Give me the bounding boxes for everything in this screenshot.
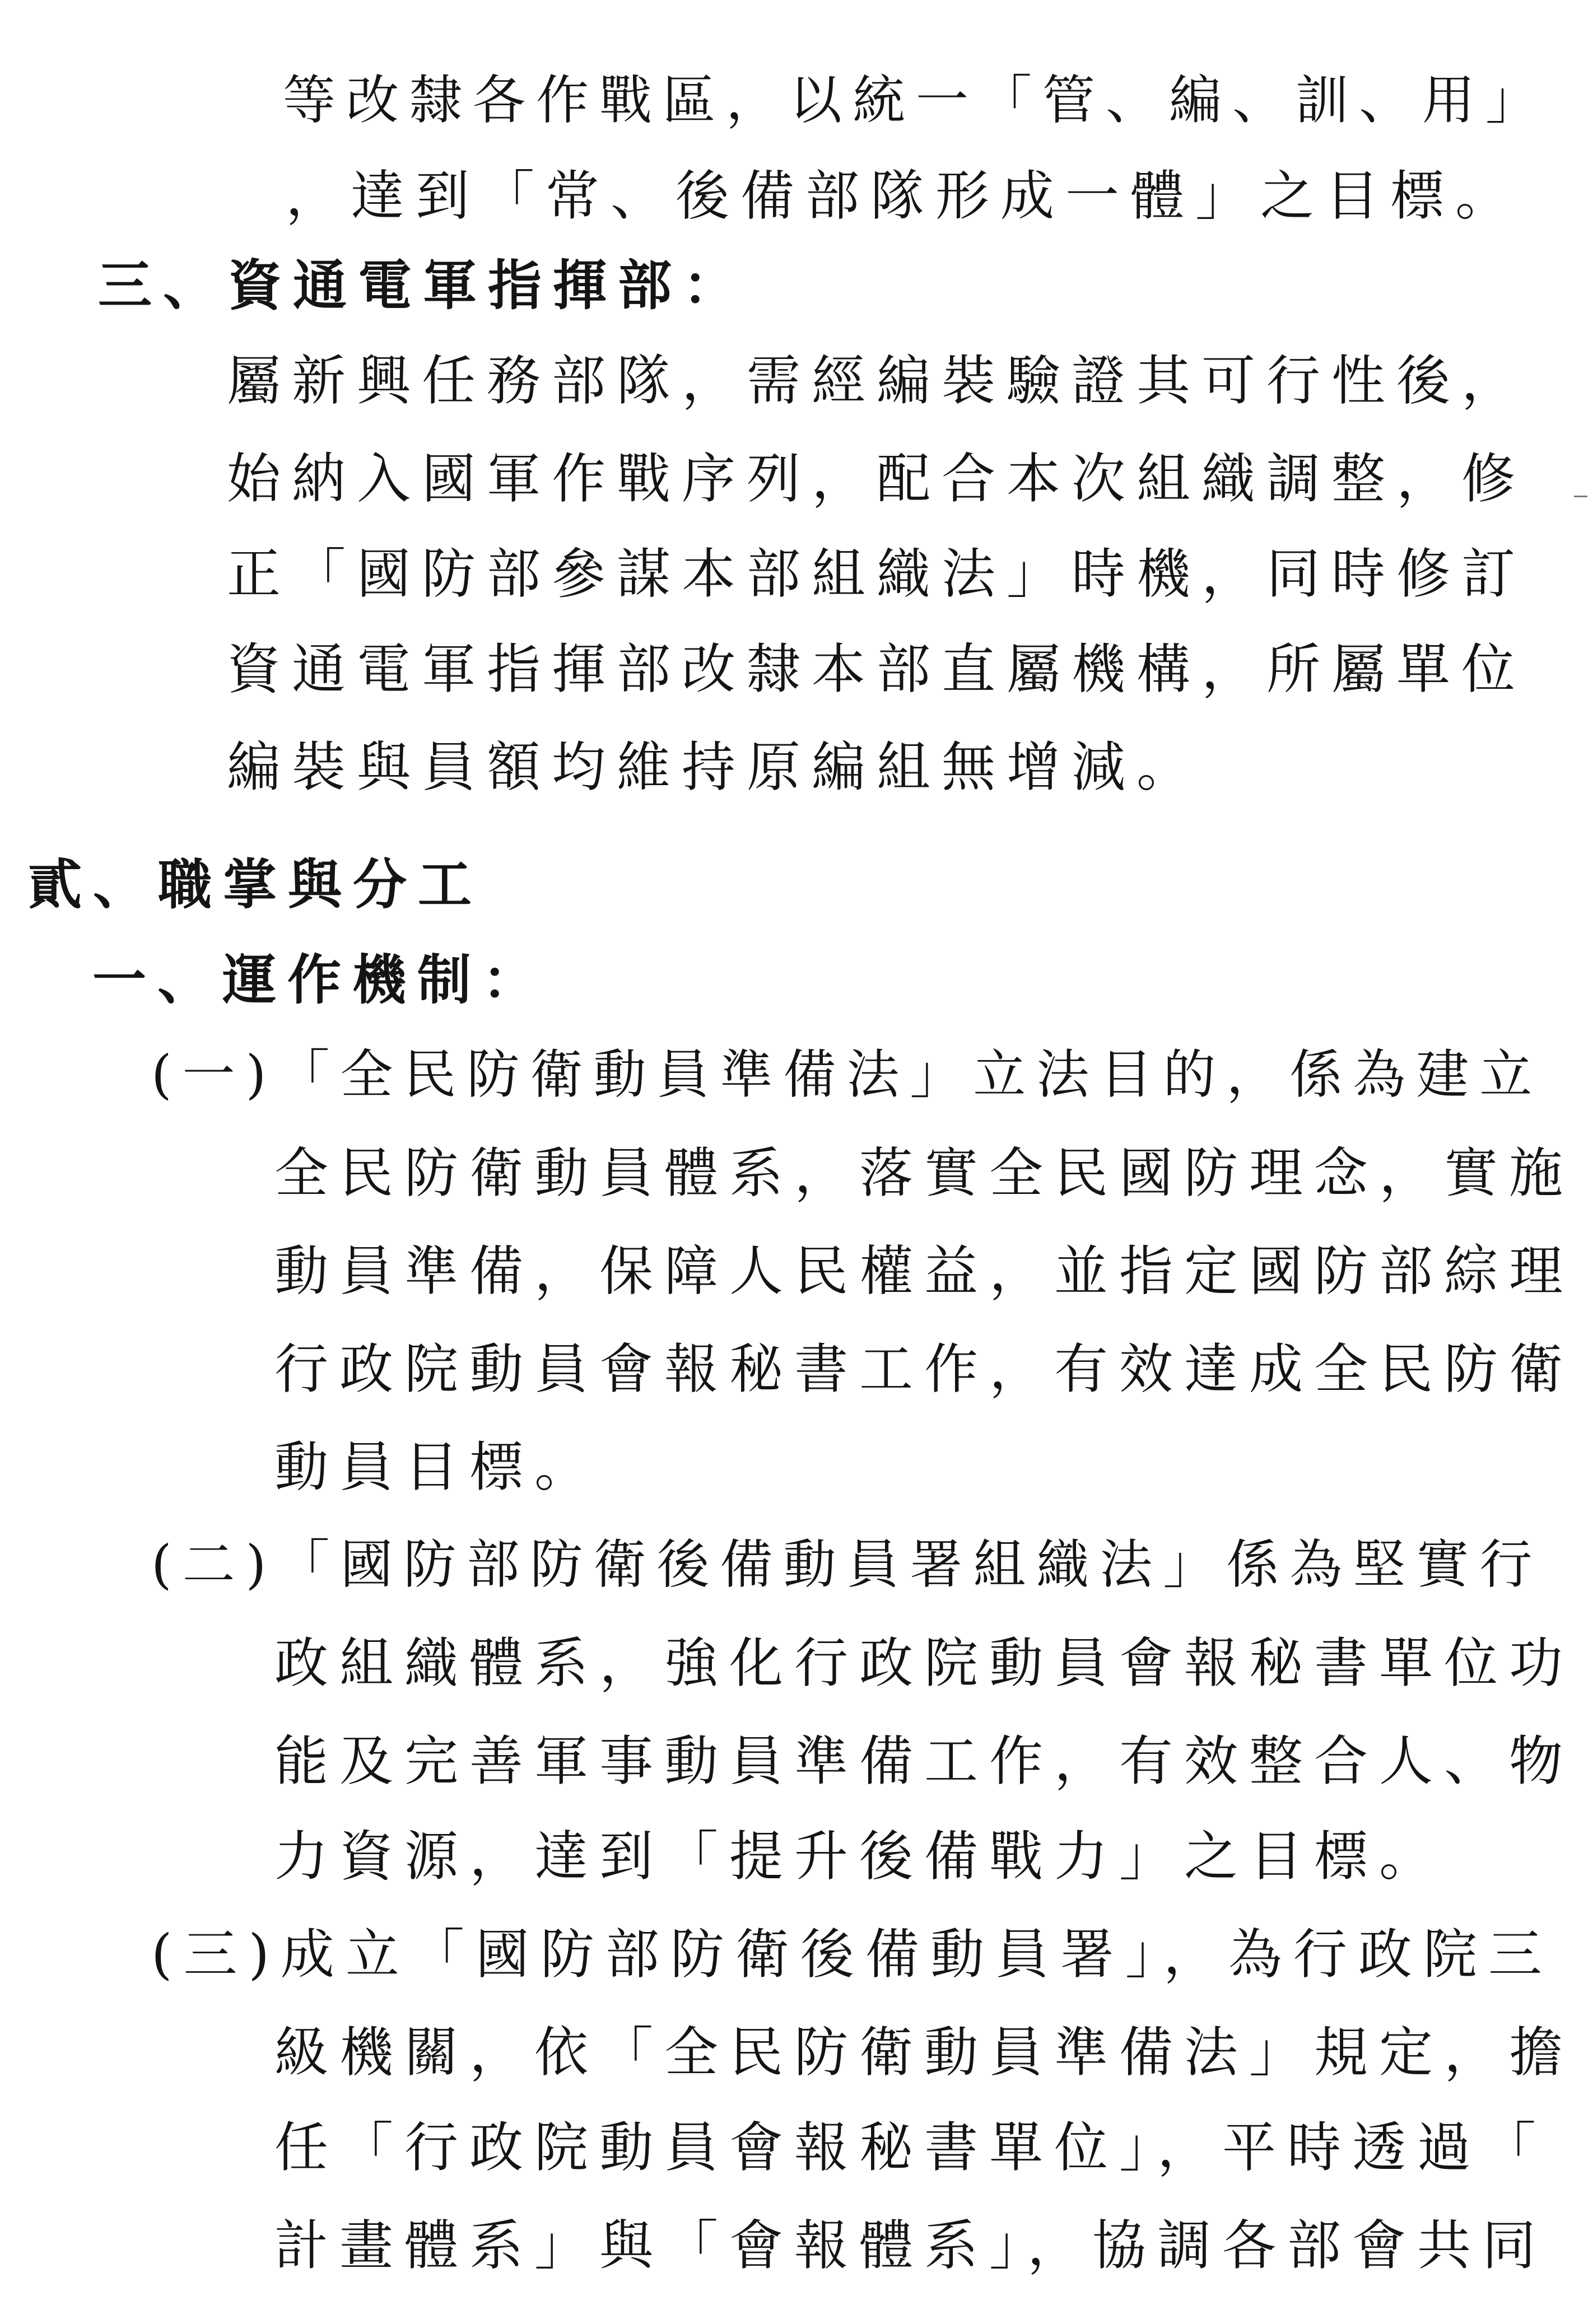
text-line: ，達到「常、後備部隊形成一體」之目標。 xyxy=(286,165,1520,227)
text-line: 力資源，達到「提升後備戰力」之目標。 xyxy=(274,1825,1444,1888)
list-item: (二)「國防部防衛後備動員署組織法」係為堅實行 xyxy=(151,1534,1543,1595)
text-line: 能及完善軍事動員準備工作，有效整合人、物 xyxy=(274,1730,1574,1793)
text-line: 動員目標。 xyxy=(274,1436,599,1499)
text-line: 動員準備，保障人民權益，並指定國防部綜理 xyxy=(274,1240,1574,1303)
text-line: 正「國防部參謀本部組織法」時機，同時修訂 xyxy=(227,543,1526,605)
text-line: 全民防衛動員體系，落實全民國防理念，實施 xyxy=(274,1142,1574,1205)
subsection-heading: 三、資通電軍指揮部： xyxy=(98,254,748,317)
text-line: 始納入國軍作戰序列，配合本次組織調整，修 xyxy=(227,447,1526,510)
text-line: 屬新興任務部隊，需經編裝驗證其可行性後， xyxy=(227,349,1526,412)
text-line: 等改隸各作戰區，以統一「管、編、訓、用」 xyxy=(283,70,1549,131)
list-item: (三)成立「國防部防衛後備動員署」，為行政院三 xyxy=(151,1923,1553,1986)
text-line: 任「行政院動員會報秘書單位」，平時透過「 xyxy=(274,2116,1547,2179)
text-line: 級機關，依「全民防衛動員準備法」規定，擔 xyxy=(274,2021,1574,2084)
margin-mark xyxy=(1574,496,1587,497)
section-heading: 貳、職掌與分工 xyxy=(28,853,483,916)
list-item: (一)「全民防衛動員準備法」立法目的，係為建立 xyxy=(151,1044,1543,1105)
text-line: 編裝與員額均維持原編組無增減。 xyxy=(227,736,1201,799)
text-line: 計畫體系」與「會報體系」，協調各部會共同 xyxy=(274,2214,1547,2277)
text-line: 政組織體系，強化行政院動員會報秘書單位功 xyxy=(274,1632,1574,1695)
text-line: 行政院動員會報秘書工作，有效達成全民防衛 xyxy=(274,1338,1574,1401)
subsection-heading: 一、運作機制： xyxy=(92,948,547,1011)
text-line: 資通電軍指揮部改隸本部直屬機構，所屬單位 xyxy=(227,638,1526,701)
